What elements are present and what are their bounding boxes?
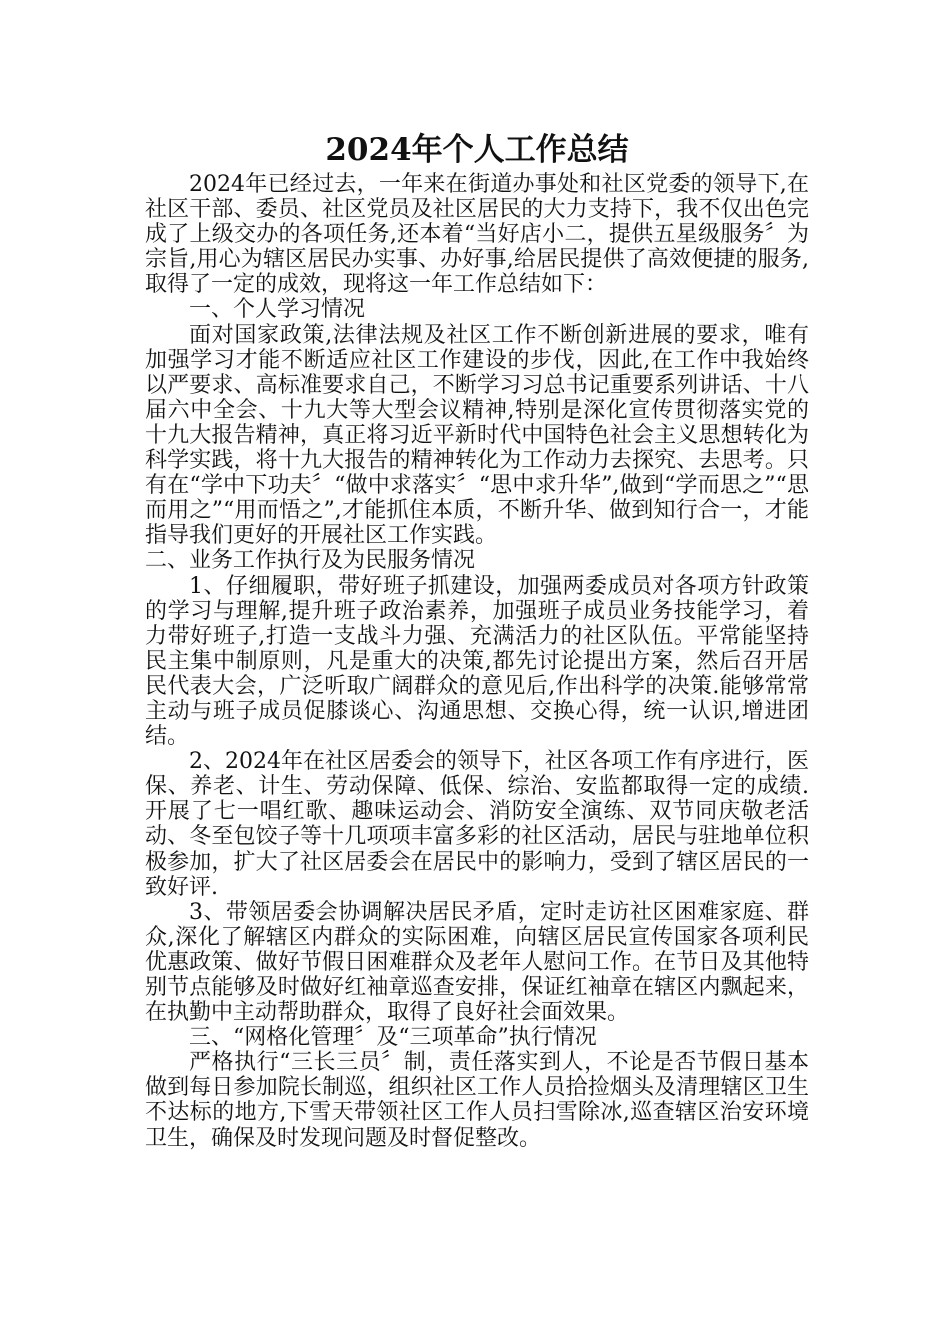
work-item-2-paragraph: 2、2024年在社区居委会的领导下，社区各项工作有序进行，医保、养老、计生、劳动保障、低保、综治、安监都取得一定的成绩.开展了七一唱红歌、趣味运动会、消防安全演练、双节同庆敬老活动、冬至包饺子等十几项项丰富多彩的社区活动，居民与驻地单位积极参加，扩大了社区居委会在居民中的影响力，受到了辖区居民的一致好评. xyxy=(145,749,809,900)
work-item-1-paragraph: 1、仔细履职，带好班子抓建设，加强两委成员对各项方针政策的学习与理解,提升班子政治素养，加强班子成员业务技能学习，着力带好班子,打造一支战斗力强、充满活力的社区队伍。平常能坚持民主集中制原则，凡是重大的决策,都先讨论提出方案，然后召开居民代表大会，广泛听取广阔群众的意见后,作出科学的决策.能够常常主动与班子成员促膝谈心、沟通思想、交换心得，统一认识,增进团结。 xyxy=(145,573,809,750)
section-heading-2: 二、业务工作执行及为民服务情况 xyxy=(145,548,476,574)
grid-management-paragraph: 严格执行“三长三员〞制，责任落实到人，不论是否节假日基本做到每日参加院长制巡，组织社区工作人员拾捡烟头及清理辖区卫生不达标的地方,下雪天带领社区工作人员扫雪除冰,巡查辖区治安环境卫生，确保及时发现问题及时督促整改。 xyxy=(145,1050,809,1151)
study-paragraph: 面对国家政策,法律法规及社区工作不断创新进展的要求，唯有加强学习才能不断适应社区工作建设的步伐，因此,在工作中我始终以严要求、高标准要求自己，不断学习习总书记重要系列讲话、十八届六中全会、十九大等大型会议精神,特别是深化宣传贯彻落实党的十九大报告精神，真正将习近平新时代中国特色社会主义思想转化为科学实践，将十九大报告的精神转化为工作动力去探究、去思考。只有在“学中下功夫〞“做中求落实〞“思中求升华”,做到“学而思之”“思而用之”“用而悟之”,才能抓住本质，不断升华、做到知行合一，才能指导我们更好的开展社区工作实践。 xyxy=(145,322,809,549)
work-item-3-paragraph: 3、带领居委会协调解决居民矛盾，定时走访社区困难家庭、群众,深化了解辖区内群众的实际困难，向辖区居民宣传国家各项利民优惠政策、做好节假日困难群众及老年人慰问工作。在节日及其他特别节点能够及时做好红袖章巡查安排，保证红袖章在辖区内飘起来，在执勤中主动帮助群众，取得了良好社会面效果。 xyxy=(145,899,809,1026)
document-title: 2024年个人工作总结 xyxy=(325,132,629,168)
document-page xyxy=(145,128,809,1151)
section-heading-1: 一、个人学习情况 xyxy=(189,297,366,323)
intro-paragraph: 2024年已经过去，一年来在街道办事处和社区党委的领导下,在社区干部、委员、社区党员及社区居民的大力支持下，我不仅出色完成了上级交办的各项任务,还本着“当好店小二，提供五星级服务〞为宗旨,用心为辖区居民办实事、办好事,给居民提供了高效便捷的服务,取得了一定的成效，现将这一年工作总结如下： xyxy=(145,172,809,298)
section-heading-3: 三、“网格化管理〞及“三项革命”执行情况 xyxy=(189,1025,597,1051)
